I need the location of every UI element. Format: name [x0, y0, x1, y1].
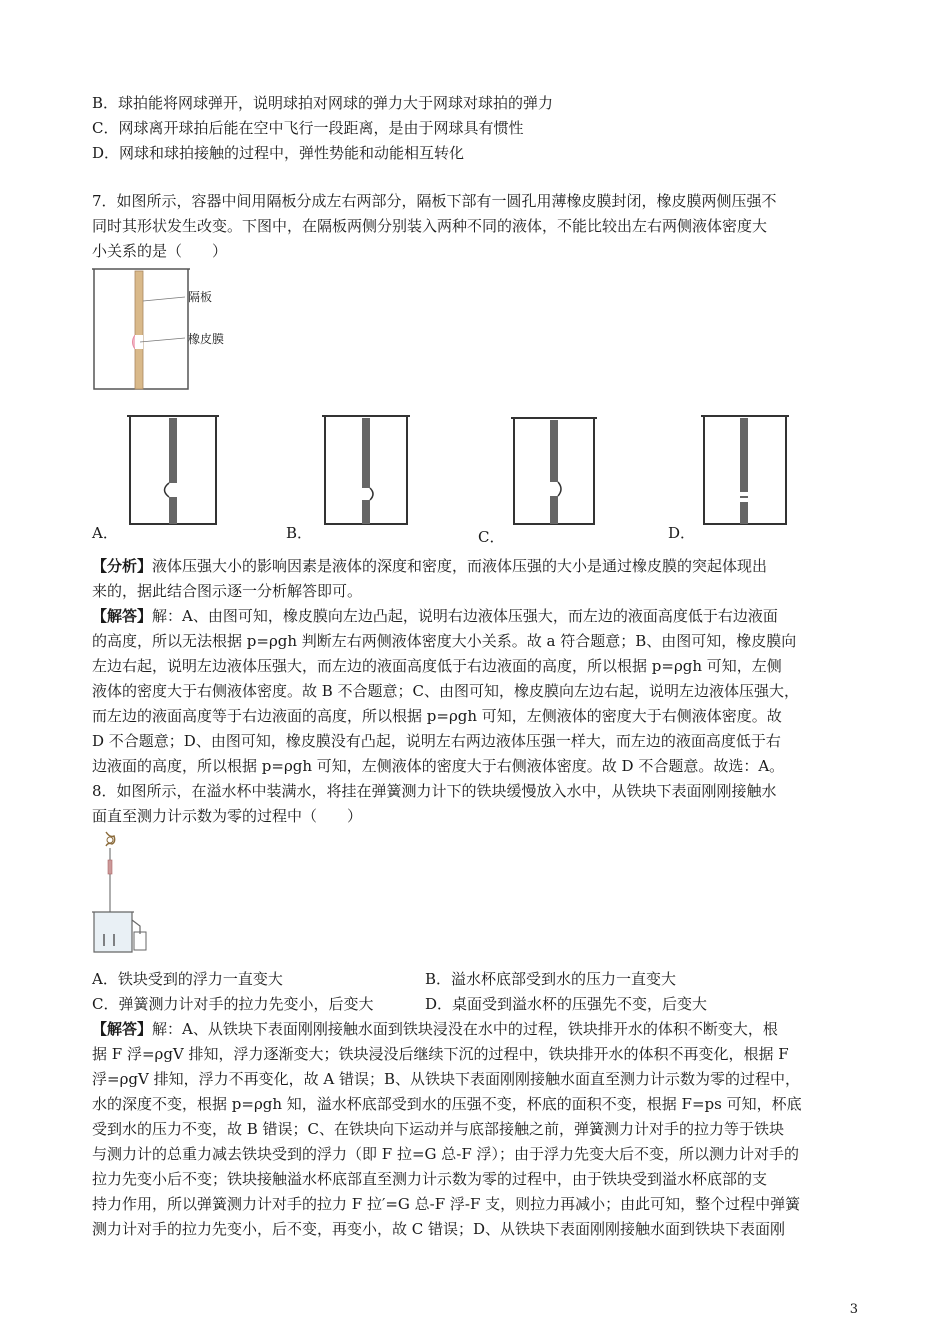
q7-answer-line: 左边右起，说明左边液体压强大，而左边的液面高度低于右边液面的高度，所以根据 p=ρgh 可知，左侧 — [92, 657, 782, 675]
q7-stem-line: 同时其形状发生改变。下图中，在隔板两侧分别装入两种不同的液体，不能比较出左右两侧液体密度大 — [92, 217, 768, 235]
q8-answer-line: 【解答】解：A、从铁块下表面刚刚接触水面到铁块浸没在水中的过程，铁块排开水的体积不断变大，根 — [92, 1020, 778, 1038]
q8-answer-line: 水的深度不变，根据 p=ρgh 知，溢水杯底部受到水的压强不变，杯底的面积不变，根据 F=ps 可知，杯底 — [92, 1095, 802, 1113]
q6-option-b: B．球拍能将网球弹开，说明球拍对网球的弹力大于网球对球拍的弹力 — [92, 94, 554, 112]
q8-answer-line: 浮=ρgV 排知，浮力不再变化，故 A 错误；B、从铁块下表面刚刚接触水面直至测力计示数为零的过程中， — [92, 1070, 800, 1088]
q7-answer-line: 边液面的高度，所以根据 p=ρgh 可知，左侧液体的密度大于右侧液体密度。故 D 不合题意。故选：A。 — [92, 757, 785, 775]
q8-option-d: D．桌面受到溢水杯的压强先不变，后变大 — [425, 995, 708, 1013]
partition-label: 隔板 — [188, 290, 213, 304]
q7-answer-line: 【解答】解：A、由图可知，橡皮膜向左边凸起，说明右边液体压强大，而左边的液面高度低于右边液面 — [92, 607, 778, 625]
q7-analysis-line: 【分析】液体压强大小的影响因素是液体的深度和密度，而液体压强的大小是通过橡皮膜的突起体现出 — [92, 557, 768, 575]
q7-container-figure — [90, 265, 250, 395]
q6-option-c: C．网球离开球拍后能在空中飞行一段距离，是由于网球具有惯性 — [92, 119, 524, 137]
q7-option-d-figure — [698, 410, 798, 530]
q7-option-b-figure — [319, 410, 419, 530]
q8-option-b: B．溢水杯底部受到水的压力一直变大 — [425, 970, 677, 988]
q7-option-c-label: C． — [478, 528, 505, 546]
q8-answer-line: 据 F 浮=ρgV 排知，浮力逐渐变大；铁块浸没后继续下沉的过程中，铁块排开水的体积不再变化，根据 F — [92, 1045, 789, 1063]
q8-option-c: C．弹簧测力计对手的拉力先变小，后变大 — [92, 995, 374, 1013]
q8-overflow-cup-figure — [88, 830, 158, 960]
membrane-label: 橡皮膜 — [188, 332, 225, 346]
q7-option-a-figure — [124, 410, 224, 530]
q8-answer-line: 测力计对手的拉力先变小，后不变，再变小，故 C 错误；D、从铁块下表面刚刚接触水面到铁块下表面刚 — [92, 1220, 786, 1238]
q8-stem-line: 面直至测力计示数为零的过程中（ ） — [92, 807, 363, 825]
q8-answer-line: 与测力计的总重力减去铁块受到的浮力（即 F 拉=G 总-F 浮）；由于浮力先变大后不变，所以测力计对手的 — [92, 1145, 800, 1163]
q7-answer-line: 的高度，所以无法根据 p=ρgh 判断左右两侧液体密度大小关系。故 a 符合题意；B、由图可知，橡皮膜向 — [92, 632, 797, 650]
answer-tag: 【解答】 — [92, 607, 153, 625]
q7-stem-line: 7．如图所示，容器中间用隔板分成左右两部分，隔板下部有一圆孔用薄橡皮膜封闭，橡皮膜两侧压强不 — [92, 192, 777, 210]
q8-answer-line: 持力作用，所以弹簧测力计对手的拉力 F 拉′=G 总-F 浮-F 支，则拉力再减小；由此可知，整个过程中弹簧 — [92, 1195, 801, 1213]
answer-tag: 【解答】 — [92, 1020, 153, 1038]
analysis-tag: 【分析】 — [92, 557, 153, 575]
q7-option-a-label: A． — [92, 524, 118, 542]
q7-answer-line: 而左边的液面高度等于右边液面的高度，所以根据 p=ρgh 可知，左侧液体的密度大于右侧液体密度。故 — [92, 707, 782, 725]
q7-option-b-label: B． — [286, 524, 313, 542]
q6-option-d: D．网球和球拍接触的过程中，弹性势能和动能相互转化 — [92, 144, 465, 162]
q8-answer-line: 拉力先变小后不变；铁块接触溢水杯底部直至测力计示数为零的过程中，由于铁块受到溢水杯底部的支 — [92, 1170, 768, 1188]
q7-analysis-line: 来的，据此结合图示逐一分析解答即可。 — [92, 582, 363, 600]
q8-answer-line: 受到水的压力不变，故 B 错误；C、在铁块向下运动并与底部接触之前，弹簧测力计对手的拉力等于铁块 — [92, 1120, 785, 1138]
q8-stem-line: 8．如图所示，在溢水杯中装满水，将挂在弹簧测力计下的铁块缓慢放入水中，从铁块下表面刚刚接触水 — [92, 782, 777, 800]
q7-option-d-label: D． — [668, 524, 696, 542]
q7-answer-line: 液体的密度大于右侧液体密度。故 B 不合题意；C、由图可知，橡皮膜向左边右起，说明左边液体压强大， — [92, 682, 800, 700]
q7-option-c-figure — [508, 412, 608, 532]
q7-answer-line: D 不合题意；D、由图可知，橡皮膜没有凸起，说明左右两边液体压强一样大，而左边的液面高度低于右 — [92, 732, 781, 750]
q8-option-a: A．铁块受到的浮力一直变大 — [92, 970, 283, 988]
page-number: 3 — [849, 1302, 858, 1317]
q7-stem-line: 小关系的是（ ） — [92, 242, 228, 260]
